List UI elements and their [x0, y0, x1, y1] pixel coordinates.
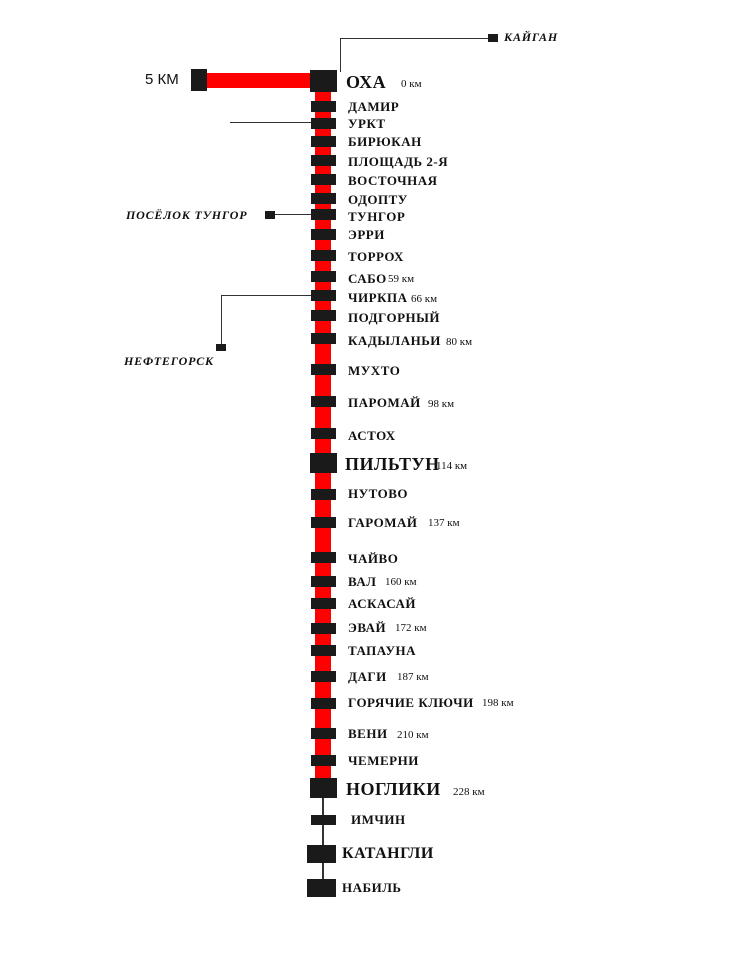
station-name: ДАМИР — [348, 99, 400, 114]
station-km: 59 км — [388, 273, 415, 285]
station-km: 66 км — [411, 293, 438, 305]
station-marker — [311, 229, 336, 240]
station-marker — [311, 671, 336, 682]
station-marker — [311, 333, 336, 344]
station-marker — [311, 396, 336, 407]
station-name: ТУНГОР — [348, 209, 406, 224]
station-km: 198 км — [482, 697, 514, 709]
station-marker — [310, 778, 337, 798]
station-name: САБО — [348, 271, 387, 286]
station-name: КАДЫЛАНЬИ — [348, 333, 441, 348]
kaigan-label: КАЙГАН — [504, 30, 558, 44]
scale-bar-end — [191, 69, 207, 91]
station-name: ПЛОЩАДЬ 2-Я — [348, 154, 449, 169]
station-name: АСТОХ — [348, 428, 396, 443]
station-name: ПИЛЬТУН — [345, 454, 440, 474]
station-marker — [311, 815, 336, 825]
station-marker — [311, 517, 336, 528]
station-km: 210 км — [397, 729, 429, 741]
branch-urkt — [230, 122, 315, 123]
station-name: ТОРРОХ — [348, 249, 404, 264]
station-name: НАБИЛЬ — [342, 880, 402, 895]
station-marker — [311, 174, 336, 185]
station-km: 80 км — [446, 336, 473, 348]
station-name: АСКАСАЙ — [348, 596, 417, 611]
station-marker — [311, 623, 336, 634]
neftegorsk-marker — [216, 344, 226, 351]
station-marker — [311, 598, 336, 609]
scale-bar — [203, 73, 315, 88]
station-name: ГАРОМАЙ — [348, 515, 418, 530]
station-name: ТАПАУНА — [348, 643, 416, 658]
station-km: 172 км — [395, 622, 427, 634]
station-name: ДАГИ — [348, 669, 387, 684]
station-name: БИРЮКАН — [348, 134, 422, 149]
station-name: НУТОВО — [348, 486, 409, 501]
tungor-village-label: ПОСЁЛОК ТУНГОР — [126, 208, 248, 222]
station-name: ВАЛ — [348, 574, 377, 589]
station-marker — [311, 489, 336, 500]
branch-neftegorsk-horizontal — [221, 295, 315, 296]
station-name: ОХА — [346, 72, 387, 92]
station-name: ОДОПТУ — [348, 192, 408, 207]
station-km: 137 км — [428, 517, 460, 529]
station-name: ЧЕМЕРНИ — [348, 753, 419, 768]
kaigan-station-marker — [488, 34, 498, 42]
station-marker — [311, 310, 336, 321]
station-marker — [311, 136, 336, 147]
station-marker — [310, 70, 337, 92]
station-name: МУХТО — [348, 363, 401, 378]
station-name: КАТАНГЛИ — [342, 845, 434, 862]
station-km: 98 км — [428, 398, 455, 410]
station-name: ПОДГОРНЫЙ — [348, 310, 441, 325]
station-km: 160 км — [385, 576, 417, 588]
station-marker — [311, 552, 336, 563]
station-marker — [311, 118, 336, 129]
branch-kaigan-vertical — [340, 38, 341, 72]
station-name: ЧАЙВО — [348, 551, 399, 566]
station-name: ГОРЯЧИЕ КЛЮЧИ — [348, 695, 474, 710]
station-marker — [311, 428, 336, 439]
station-km: 228 км — [453, 786, 485, 798]
station-marker — [307, 845, 336, 863]
station-name: ВОСТОЧНАЯ — [348, 173, 438, 188]
station-name: ЭВАЙ — [348, 620, 387, 635]
station-marker — [311, 755, 336, 766]
station-km: 0 км — [401, 78, 422, 90]
station-marker — [311, 290, 336, 301]
branch-tungor — [270, 214, 315, 215]
station-km: 114 км — [436, 460, 468, 472]
station-marker — [311, 698, 336, 709]
station-marker — [311, 645, 336, 656]
neftegorsk-label: НЕФТЕГОРСК — [124, 354, 214, 368]
branch-kaigan-horizontal — [340, 38, 490, 39]
station-marker — [311, 271, 336, 282]
branch-neftegorsk-vertical — [221, 295, 222, 345]
station-marker — [307, 879, 336, 897]
station-marker — [311, 728, 336, 739]
station-marker — [311, 209, 336, 220]
station-name: ЧИРКПА — [348, 290, 408, 305]
main-line-south — [322, 796, 324, 882]
station-marker — [311, 193, 336, 204]
station-marker — [311, 101, 336, 112]
station-name: ПАРОМАЙ — [348, 395, 421, 410]
station-marker — [311, 576, 336, 587]
station-name: ИМЧИН — [351, 812, 406, 827]
station-name: НОГЛИКИ — [346, 779, 441, 799]
scale-label: 5 КМ — [145, 71, 179, 88]
tungor-village-marker — [265, 211, 275, 219]
station-marker — [311, 364, 336, 375]
station-marker — [311, 250, 336, 261]
station-name: ЭРРИ — [348, 227, 385, 242]
station-marker — [310, 453, 337, 473]
station-marker — [311, 155, 336, 166]
station-name: ВЕНИ — [348, 726, 388, 741]
station-name: УРКТ — [348, 116, 386, 131]
station-km: 187 км — [397, 671, 429, 683]
